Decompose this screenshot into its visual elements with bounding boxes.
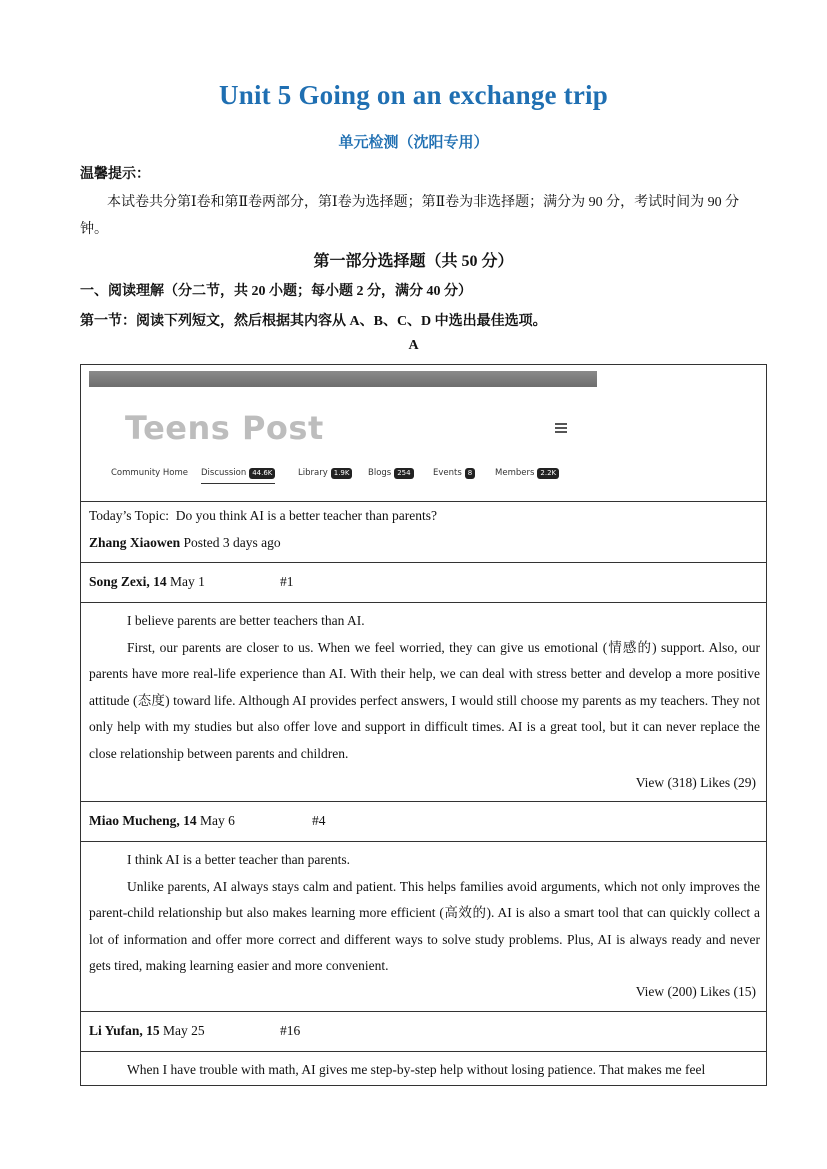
topic-author: Zhang Xiaowen bbox=[89, 535, 181, 550]
topic-label: Today’s Topic: bbox=[89, 508, 169, 523]
nav-tab-members[interactable]: Members 2.2K bbox=[495, 468, 559, 479]
post-body bbox=[81, 842, 766, 1012]
tip-label: 温馨提示： bbox=[80, 167, 150, 182]
nav-tab-library[interactable]: Library 1.9K bbox=[298, 468, 352, 479]
intro-text: 本试卷共分第Ⅰ卷和第Ⅱ卷两部分，第Ⅰ卷为选择题；第Ⅱ卷为非选择题；满分为 90 分，考试时间为 90 分钟。 bbox=[80, 195, 740, 237]
section-heading-reading: 一、阅读理解（分二节，共 20 小题；每小题 2 分，满分 40 分） bbox=[80, 284, 472, 299]
part-title: 第一部分选择题（共 50 分） bbox=[313, 253, 514, 270]
post-header bbox=[81, 1012, 766, 1052]
topic-row bbox=[81, 502, 766, 563]
post-number: #4 bbox=[312, 813, 326, 828]
forum-screenshot bbox=[81, 365, 766, 502]
post-header bbox=[81, 802, 766, 842]
post-body bbox=[81, 1052, 766, 1086]
nav-tab-community-home[interactable]: Community Home bbox=[111, 468, 188, 478]
post-author: Miao Mucheng, 14 bbox=[89, 813, 197, 828]
topic-line bbox=[89, 508, 437, 524]
post-paragraph: First, our parents are closer to us. When we feel worried, they can give us emotional (情感的) support. Also, our parents have more real-life experience than AI. With their help, we can deal with stress better and develop a more positive attitude (态度) toward life. Although AI provides perfect answers, I would still choose my parents as my teachers. They not only help with my studies but also offer love and support in difficult times. AI is a great tool, but it can never replace the close relationship between parents and children. bbox=[89, 639, 760, 761]
post-paragraph: When I have trouble with math, AI gives me step-by-step help without losing patience. That makes me feel bbox=[127, 1062, 706, 1077]
post-body bbox=[81, 603, 766, 802]
topic-question: Do you think AI is a better teacher than parents? bbox=[175, 508, 438, 523]
site-logo: Teens Post bbox=[125, 409, 324, 447]
post-date: May 1 bbox=[170, 574, 205, 589]
post-author: Song Zexi, 14 bbox=[89, 574, 167, 589]
document-subtitle: 单元检测（沈阳专用） bbox=[338, 135, 489, 151]
post-paragraph: I believe parents are better teachers than AI. bbox=[127, 613, 365, 628]
post-number: #1 bbox=[280, 574, 294, 589]
section-heading-instructions: 第一节：阅读下列短文，然后根据其内容从 A、B、C、D 中选出最佳选项。 bbox=[80, 314, 547, 329]
post-date: May 25 bbox=[163, 1023, 205, 1038]
nav-tab-events[interactable]: Events 8 bbox=[433, 468, 475, 479]
hamburger-menu-icon[interactable] bbox=[555, 423, 567, 435]
passage-letter: A bbox=[408, 338, 419, 353]
post-stats: View (318) Likes (29) bbox=[635, 775, 756, 790]
nav-tab-blogs[interactable]: Blogs 254 bbox=[368, 468, 414, 479]
post-stats: View (200) Likes (15) bbox=[635, 984, 756, 999]
document-title: Unit 5 Going on an exchange trip bbox=[219, 80, 608, 110]
post-author: Li Yufan, 15 bbox=[89, 1023, 160, 1038]
post-paragraph: I think AI is a better teacher than parents. bbox=[127, 852, 351, 867]
nav-tab-discussion[interactable]: Discussion 44.6K bbox=[201, 468, 275, 484]
topic-meta bbox=[89, 535, 281, 551]
post-date: May 6 bbox=[200, 813, 235, 828]
post-paragraph: Unlike parents, AI always stays calm and patient. This helps families avoid arguments, which not only improves the parent-child relationship but also makes learning more efficient (高效的). AI is also a smart tool that can quickly collect a lot of information and offer more correct and different ways to solve study problems. Plus, AI is always ready and never gets tired, making learning easier and more convenient. bbox=[89, 878, 760, 973]
topic-posted: Posted 3 days ago bbox=[183, 535, 281, 550]
browser-bar bbox=[89, 371, 597, 387]
forum-table bbox=[80, 364, 767, 1086]
post-number: #16 bbox=[280, 1023, 301, 1038]
post-header bbox=[81, 563, 766, 603]
